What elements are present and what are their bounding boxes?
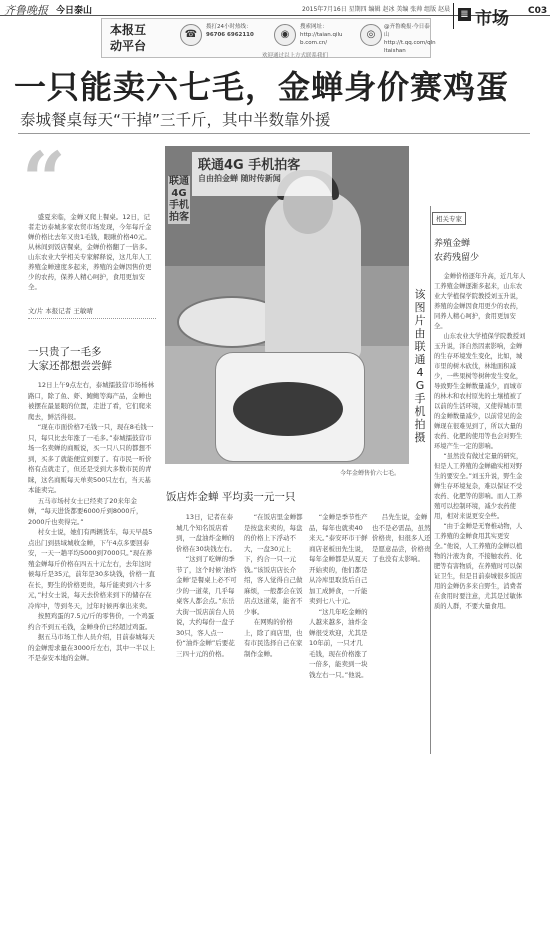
- sidebar-body: [434, 272, 528, 612]
- ad-title-line2: 动平台: [110, 39, 147, 53]
- ad-title-line1: 本报互: [110, 23, 147, 37]
- section1-title-line2: 大家还都想尝尝鲜: [28, 360, 112, 372]
- paragraph: “虽然没有做过定量的研究，但是人工养殖的金蝉确实相对野生的要安全。”刘玉升说，野生金蝉生存环境复杂，难以保证不受农药、化肥等的影响。而人工养殖可以控制环境，减少农药使用，相对来说更安全些。: [434, 453, 523, 520]
- paragraph: “这到了吃蝉的季节了，这个时候‘油炸金蝉’是餐桌上必不可少的一道菜，几乎每桌客人都会点。”东岳大街一饭店前台人员说，大约每份一盘子30只，客人点一份“油炸金蝉”后要花三四十元的价格。: [176, 555, 237, 658]
- ad-weibo-url2: b.com.cn/: [300, 40, 328, 46]
- ad-weibo-url: http://taian.qilu: [300, 32, 343, 38]
- section1-title-line1: 一只贵了一毛多: [28, 346, 102, 358]
- ad-phone-number: 96706 6962110: [206, 32, 254, 38]
- photo-banner-subtitle: 自由拍金蝉 随时传新闻: [198, 174, 281, 183]
- paragraph: 吕先生说，金蝉也不是必需品，虽然价格贵，但很多人还是愿意品尝，价格贵了也没有太影响。: [372, 513, 431, 563]
- article-column-5: [372, 512, 432, 565]
- article-lead: 盛夏来临，金蝉又爬上餐桌。12日，记者走访泰城多家农贸市场发现，今年每斤金蝉价格比去年又贵1毛钱，眼瞅价格40元。从林间到饭店餐桌，金蝉价格翻了一倍多。山东农业大学相关专家解释说，这几年人工养殖金蝉速度多起来，养殖的金蝉因售价更少的农药，保养人精心呵护，食用更加安全。: [28, 213, 152, 291]
- paragraph: 在网购的价格上，除了商店里，也有市民选择自己在家制作金蝉。: [244, 618, 303, 658]
- photo-cicadas: [233, 382, 343, 436]
- paragraph: 金蝉价格逐年升高，近几年人工养殖金蝉逐渐多起来，山东农业大学植保学院教授刘玉升说，养殖的金蝉因食用更少的农药，同养人精心呵护，食用更加安全。: [434, 273, 526, 330]
- paragraph: 村女士说，她们有两辆货车，每天早晨5点出门到县域城收金蝉，下午4点多要回泰安，一天一趟平均5000到7000只。”现在养殖金蝉每斤价格在四五十元左右，去年这时候每斤是35元，前年是30多块钱，价格一直在长，野生的价格更贵，每斤能卖到六十多元，”村女士说，每天去价格来到下的储存在冷库中，等到冬天，过年时候再拿出来卖。: [28, 528, 156, 610]
- section2-title: 饭店炸金蝉 平均卖一元一只: [166, 491, 296, 503]
- tencent-icon: ◎: [360, 24, 382, 46]
- article-headline: 一只能卖六七毛，金蝉身价赛鸡蛋: [14, 68, 510, 106]
- photo-banner-title: 联通4G 手机拍客: [198, 158, 301, 173]
- photo-vertical-tag: 联通4G手机拍客: [169, 176, 189, 223]
- dateline: 2015年7月16日 星期四 编辑 赵冰 美编 张帅 组版 赵晨: [302, 6, 451, 13]
- photo-caption: 今年金蝉售价六七毛。: [340, 470, 401, 477]
- article-column-2: [176, 512, 238, 659]
- ad-wechat-url: http://t.qq.com/qln: [384, 40, 436, 46]
- article-column-4: [309, 512, 369, 680]
- paragraph: “这几年吃金蝉的人越来越多，油炸金蝉很受欢迎，尤其是10年前，一只才几毛钱，现在价格涨了一倍多，能卖到一块钱左右一只。”他说。: [309, 607, 368, 679]
- sidebar-tag: 相关专家: [432, 212, 466, 225]
- buffer-icon: ≣: [458, 8, 471, 21]
- ad-weibo-label: 搜索网址：: [300, 24, 328, 30]
- ad-weibo: [300, 23, 358, 53]
- ad-footer: 欢迎通过以上方式联系我们: [262, 53, 329, 59]
- byline-divider: [28, 318, 156, 319]
- sidebar-title-line2: 农药残留少: [434, 253, 480, 263]
- paragraph: “现在市面价格7毛钱一只，现在8毛钱一只，每只比去年涨了一毛多。”泰城擂鼓营市场一名卖蝉的商贩说，买一只八只的都想不到，买多了就能便宜到要了。有市民一听价格有点就走了，但还是受到大多数市民的青睐，这名商贩每天单卖500只左右，当天基本能卖完。: [28, 423, 154, 494]
- ad-phone: [206, 23, 266, 53]
- paragraph: “在饭店里金蝉都是按盘来卖的，每盘的价格上下浮动不大，一盘30元上下，约合一只一元钱。”该饭店店长介绍，客人觉得自己做麻烦，一般都会在饭店点这道菜，能省不少事。: [244, 513, 303, 616]
- paragraph: 据五马市场工作人员介绍，目前泰城每天的金蝉需求量在3000斤左右，其中一半以上不是泰安本地的金蝉。: [28, 633, 156, 662]
- ad-wechat-label: @齐鲁晚报·今日泰山: [384, 24, 430, 38]
- edition-name: 今日泰山: [56, 6, 93, 16]
- page-number: C03: [528, 6, 548, 16]
- article-byline: 文/片 本报记者 王敏晴: [28, 307, 93, 315]
- weibo-icon: ◉: [274, 24, 296, 46]
- article-column-3: [244, 512, 304, 659]
- paragraph: 13日，记者在泰城几个知名饭店看到，一盘油炸金蝉的价格在30块钱左右。: [176, 513, 237, 553]
- sidebar-title-line1: 养殖金蝉: [434, 239, 471, 249]
- paragraph: 12日上午9点左右，泰城擂鼓营市场杨林路口，除了鱼、虾、鲍鲍等海产品，金蝉也被摆在最显眼的位置，走进了看，它们爬来爬去，鲜活得很。: [28, 381, 155, 421]
- paragraph: 山东农业大学植保学院教授刘玉升说，泽自然因素影响，金蝉的生存环境发生变化，比如，城市里的树木砍伐，林地面积减少，一些果树等树种发生变化，导致野生金蝉数量减少，而城市的林木和农村原先的土壤植被了以前的生活环境，又使得城市里的金蝉数量减少，以前常见的金蝉现在很难见到了，所以大量的农药、化肥的使用等也会对野生环境产生一定的影响。: [434, 333, 526, 450]
- paragraph: “由于金蝉是无脊椎动物，人工养殖的金蝉食用其实更安全。”他说，人工养殖的金蝉以植物的汁液为食，不接触农药、化肥等有害物质，在养殖时可以保证卫生，但是目前泰城很多饭店用的金蝉仍多来自野生，消费者在食用时要注意，尤其是过敏体质的人群，不要大量食用。: [434, 523, 523, 610]
- headline-rule: [18, 133, 530, 134]
- article-subheadline: 泰城餐桌每天“干掉”三千斤，其中半数靠外援: [20, 111, 331, 129]
- photo-vertical-caption: 该图片由联通4G手机拍摄: [414, 288, 426, 444]
- phone-icon: ☎: [180, 24, 202, 46]
- ad-phone-label: 拨打24小时热线：: [206, 24, 252, 30]
- newspaper-logo: 齐鲁晚报: [4, 4, 48, 17]
- ad-wechat-url2: ltaishan: [384, 48, 406, 54]
- paragraph: 按照鸡蛋的7.5元/斤的零售价，一个鸡蛋约合不到五毛钱，金蝉身价已经超过鸡蛋。: [28, 612, 155, 631]
- quote-mark-icon: “: [22, 135, 66, 224]
- article-column-1: [28, 380, 156, 664]
- section-title: 市场: [475, 9, 509, 29]
- ad-title: [110, 22, 170, 54]
- ad-wechat: [384, 23, 436, 54]
- paragraph: 五马市场村女士已经卖了20来年金蝉，“每天进货都要6000斤到8000斤，2000斤也卖得完。”: [28, 496, 143, 526]
- paragraph: “金蝉是季节性产品，每年也就卖40来天。”泰安环市干鲜商店老板田先生说，每年金蝉都是从夏天开始卖的，他们都是从冷库里取货后自己加工成鲜食，一斤能卖到七八十元。: [309, 513, 368, 605]
